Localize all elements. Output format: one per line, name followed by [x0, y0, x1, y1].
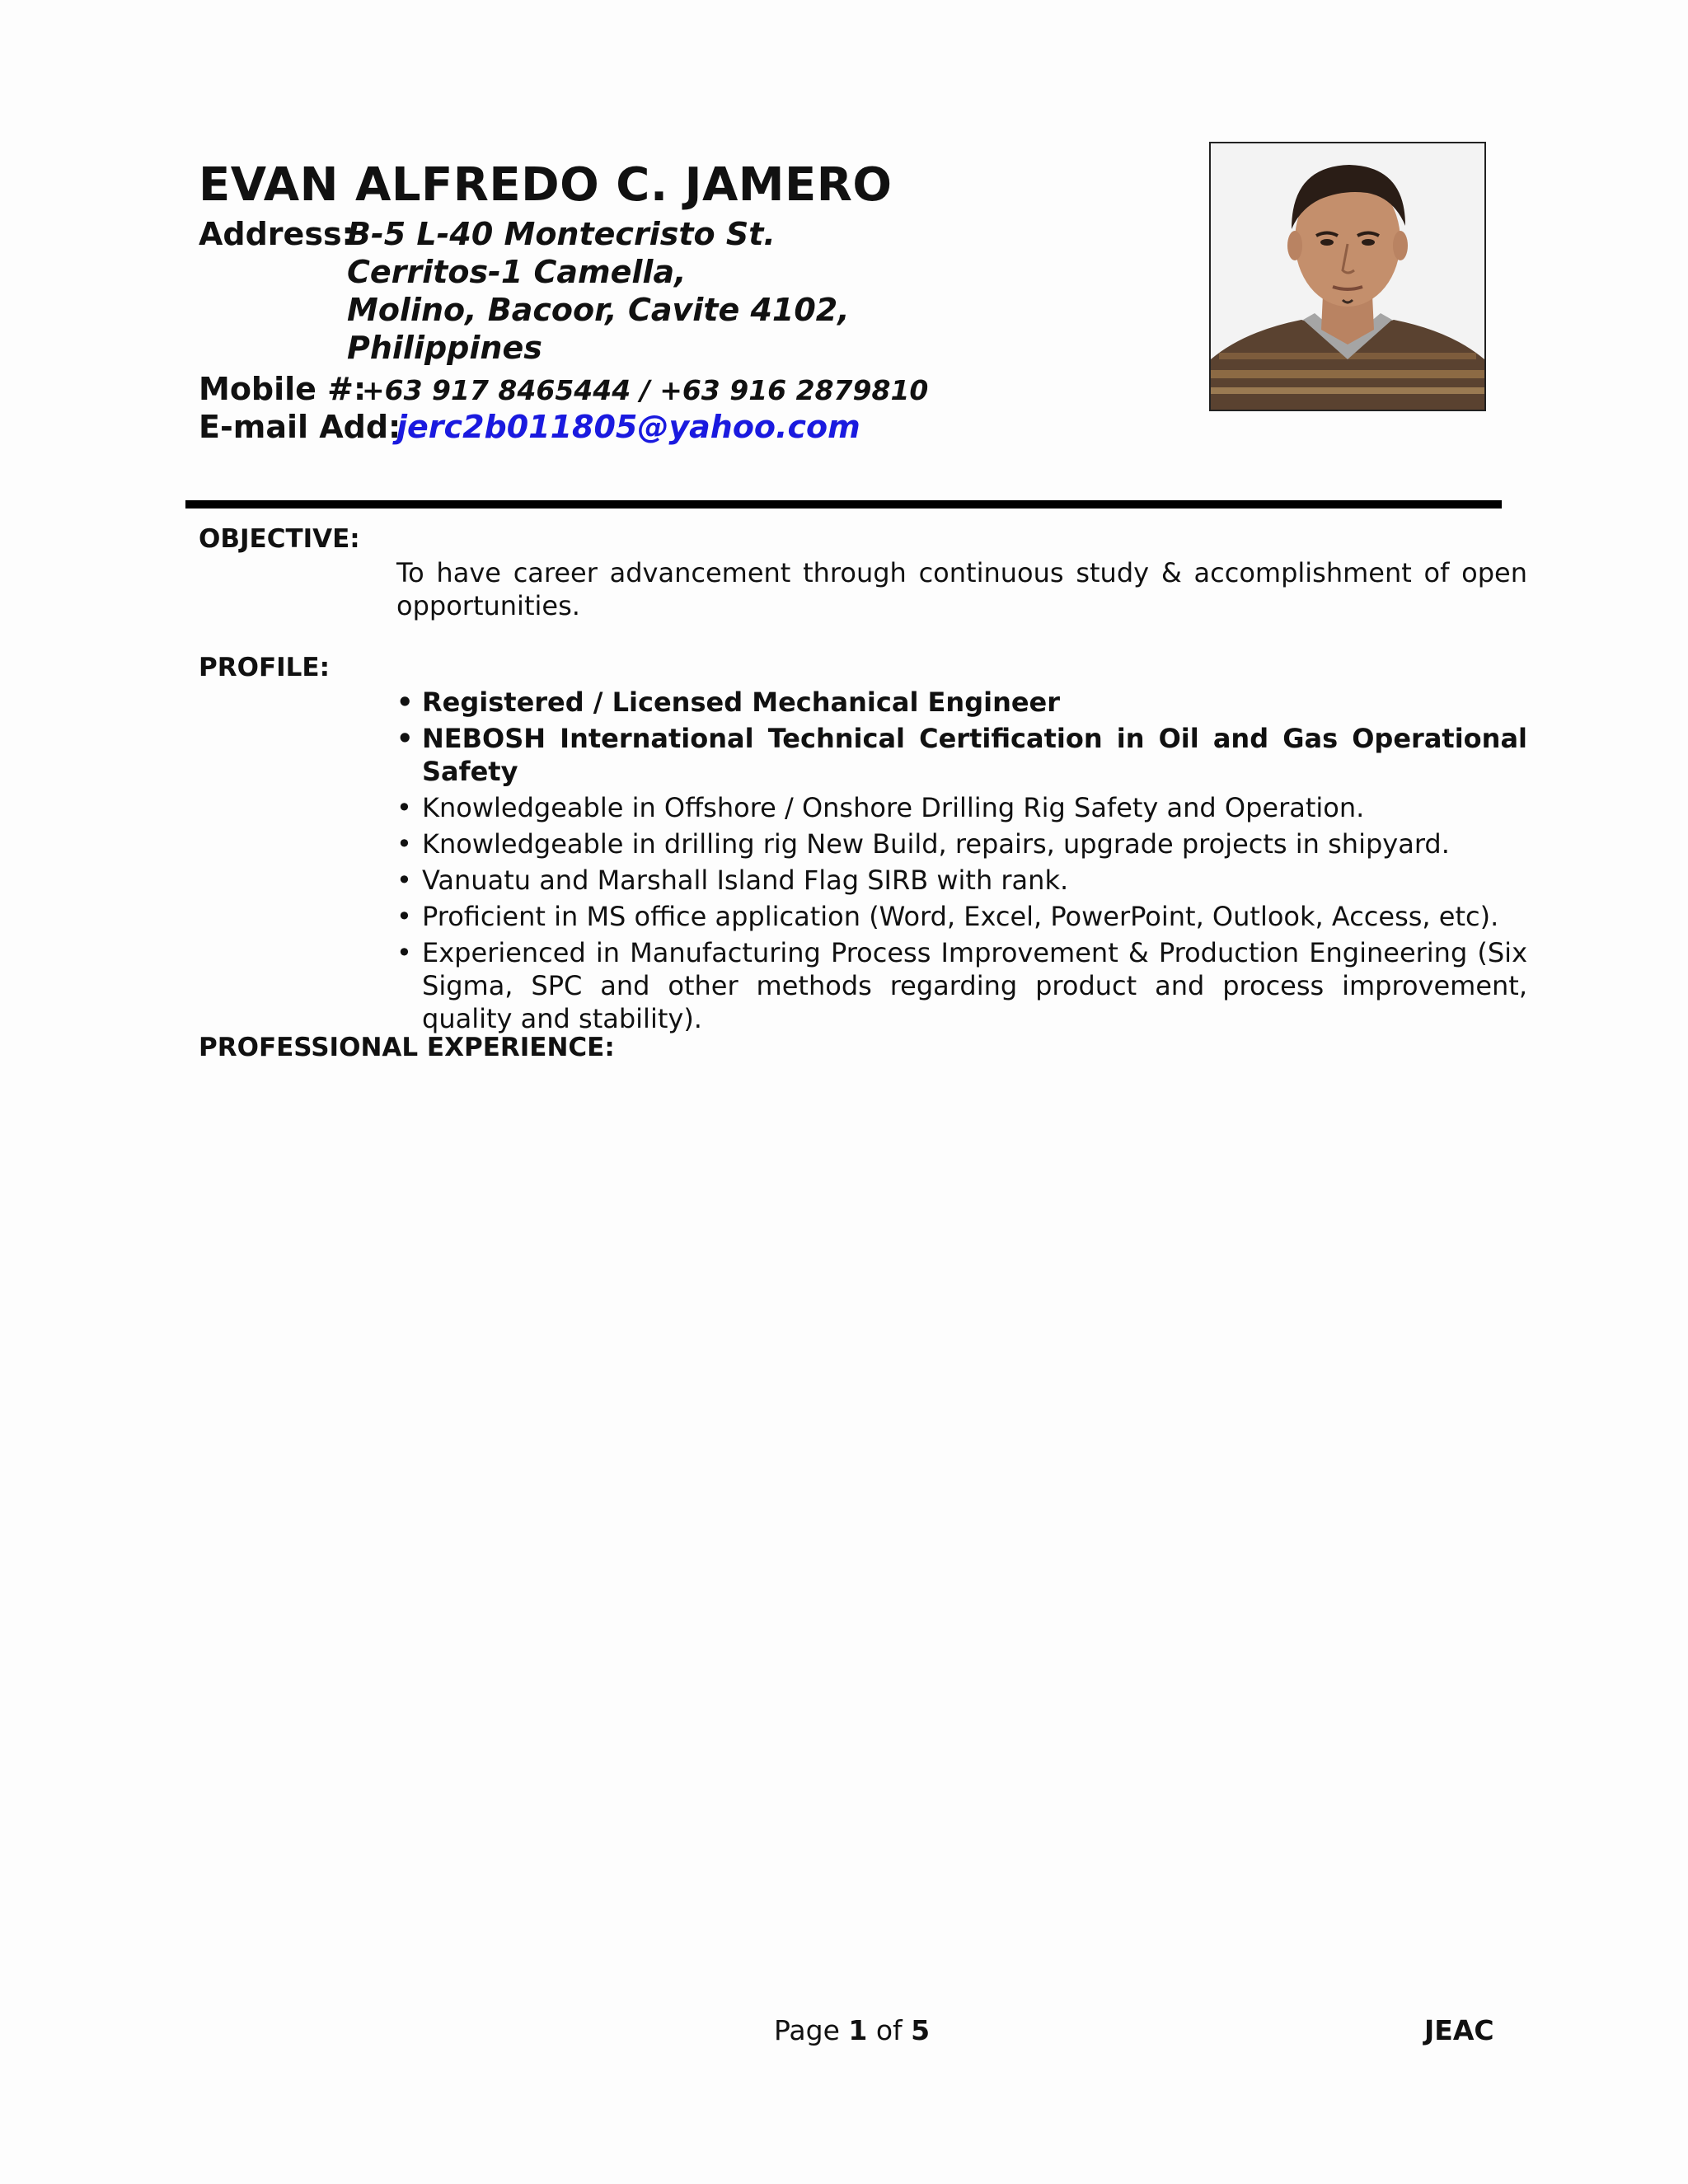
profile-heading: PROFILE: [199, 653, 330, 682]
address-label: Address: [199, 216, 354, 252]
profile-item: • Knowledgeable in drilling rig New Build, repairs, upgrade projects in shipyard. [396, 828, 1450, 860]
profile-item: • Vanuatu and Marshall Island Flag SIRB with rank. [396, 865, 1069, 896]
mobile-label: Mobile #: [199, 371, 367, 407]
page-indicator: Page 1 of 5 [774, 2014, 931, 2046]
email-link[interactable]: jerc2b011805@yahoo.com [396, 409, 860, 445]
candidate-name: EVAN ALFREDO C. JAMERO [199, 158, 893, 212]
mobile-number: +63 917 8465444 / +63 916 2879810 [362, 374, 929, 406]
profile-item: • Registered / Licensed Mechanical Engineer [396, 687, 1061, 718]
objective-heading: OBJECTIVE: [199, 524, 360, 554]
address-line-2: Cerritos-1 Camella, [347, 254, 687, 290]
email-label: E-mail Add: [199, 409, 401, 445]
experience-heading: PROFESSIONAL EXPERIENCE: [199, 1033, 615, 1062]
header-divider [185, 500, 1502, 509]
address-line-3: Molino, Bacoor, Cavite 4102, [347, 292, 850, 328]
profile-photo [1209, 142, 1486, 411]
objective-text: To have career advancement through continuous study & accomplishment of open opportunities. [396, 557, 1527, 621]
profile-item: • Proficient in MS office application (Word, Excel, PowerPoint, Outlook, Access, etc). [396, 901, 1499, 932]
footer-initials: JEAC [1424, 2014, 1494, 2046]
profile-list [396, 686, 1527, 1038]
profile-item: • Experienced in Manufacturing Process Improvement & Production Engineering (Six Sigma, SPC and other methods regarding product and process improvement, quality and stability). [396, 937, 1527, 1034]
address-line-1: B-5 L-40 Montecristo St. [347, 216, 776, 252]
profile-item: • Knowledgeable in Offshore / Onshore Drilling Rig Safety and Operation. [396, 792, 1365, 823]
address-line-4: Philippines [347, 330, 542, 366]
profile-item: • NEBOSH International Technical Certification in Oil and Gas Operational Safety [396, 723, 1527, 787]
